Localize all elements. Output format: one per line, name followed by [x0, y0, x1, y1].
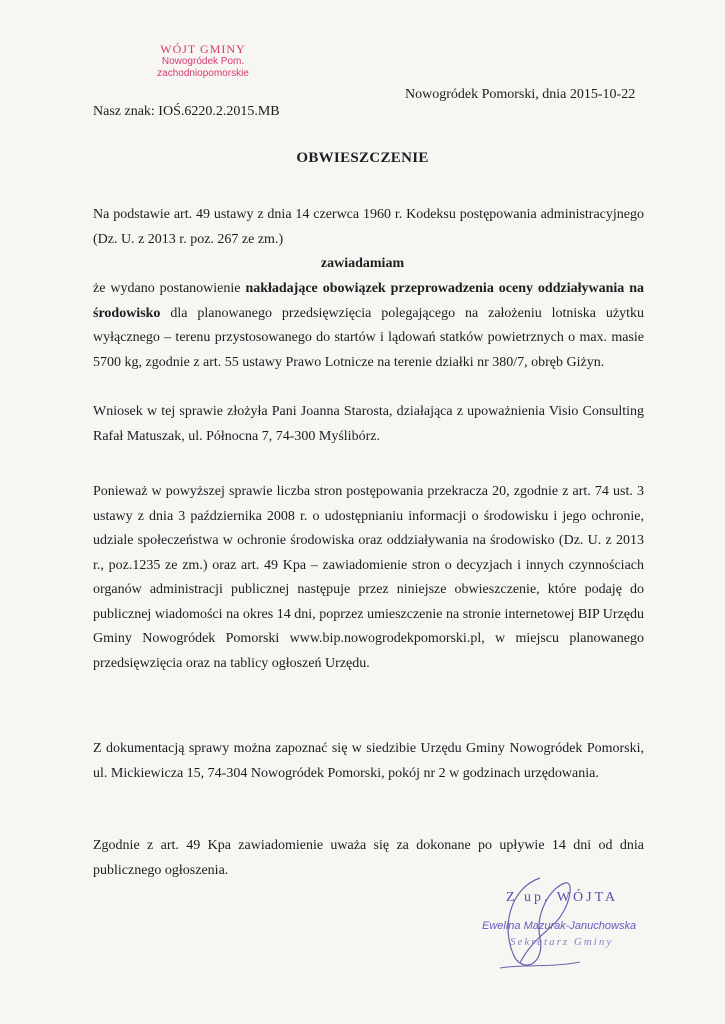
reference-number: Nasz znak: IOŚ.6220.2.2015.MB: [93, 104, 280, 119]
legal-basis-paragraph: Na podstawie art. 49 ustawy z dnia 14 czerwca 1960 r. Kodeksu postępowania administracyjnego (Dz. U. z 2013 r. poz. 267 ze zm.): [93, 207, 644, 247]
stamp-line-2: Nowogródek Pom.: [161, 56, 245, 67]
announce-heading: zawiadamiam: [320, 256, 405, 271]
documentation-paragraph: Z dokumentacją sprawy można zapoznać się w siedzibie Urzędu Gminy Nowogródek Pomorski, ul. Mickiewicza 15, 74-304 Nowogródek Pomorski, pokój nr 2 w godzinach urzędowania.: [93, 741, 644, 781]
signatory-role: Sekretarz Gminy: [510, 936, 614, 948]
notice-prefix: że wydano postanowienie: [93, 281, 246, 296]
request-paragraph: Wniosek w tej sprawie złożyła Pani Joanna Starosta, działająca z upoważnienia Visio Consulting Rafał Matuszak, ul. Północna 7, 74-300 Myślibórz.: [93, 404, 644, 444]
signatory-name: Ewelina Mazurak-Januchowska: [482, 920, 637, 932]
stamp-line-1: WÓJT GMINY: [160, 42, 246, 56]
notice-suffix: dla planowanego przedsięwzięcia polegającego na założeniu lotniska użytku wyłącznego – terenu przystosowanego do startów i lądowań statków powietrznych o max. masie 5700 kg, zgodnie z art. 55 ustawy Prawo Lotnicze na terenie działki nr 380/7, obręb Giżyn.: [93, 305, 644, 370]
notice-bold-text: nakładające obowiązek przeprowadzenia oceny oddziaływania na środowisko: [93, 281, 644, 321]
notice-paragraph: [93, 277, 644, 375]
office-stamp: [118, 42, 288, 80]
signature-header: Z up. WÓJTA: [506, 890, 619, 905]
place-and-date: Nowogródek Pomorski, dnia 2015-10-22: [405, 87, 636, 102]
final-paragraph: Zgodnie z art. 49 Kpa zawiadomienie uważa się za dokonane po upływie 14 dni od dnia publicznego ogłoszenia.: [93, 838, 644, 878]
stamp-line-3: zachodniopomorskie: [157, 68, 249, 79]
signature-stamp: [470, 868, 660, 978]
document-title: OBWIESZCZENIE: [296, 150, 429, 166]
publication-paragraph: Ponieważ w powyższej sprawie liczba stron postępowania przekracza 20, zgodnie z art. 74 ust. 3 ustawy z dnia 3 października 2008 r. o udostępnianiu informacji o środowisku i jego ochronie, udziale społeczeństwa w ochronie środowiska oraz oddziaływania na środowisko (Dz. U. z 2013 r., poz.1235 ze zm.) oraz art. 49 Kpa – zawiadomienie stron o decyzjach i innych czynnościach organów administracji publicznej następuje przez niniejsze obwieszczenie, które podaję do publicznej wiadomości na okres 14 dni, poprzez umieszczenie na stronie internetowej BIP Urzędu Gminy Nowogródek Pomorski www.bip.nowogrodekpomorski.pl, w miejscu planowanego przedsięwzięcia oraz na tablicy ogłoszeń Urzędu.: [93, 484, 644, 671]
